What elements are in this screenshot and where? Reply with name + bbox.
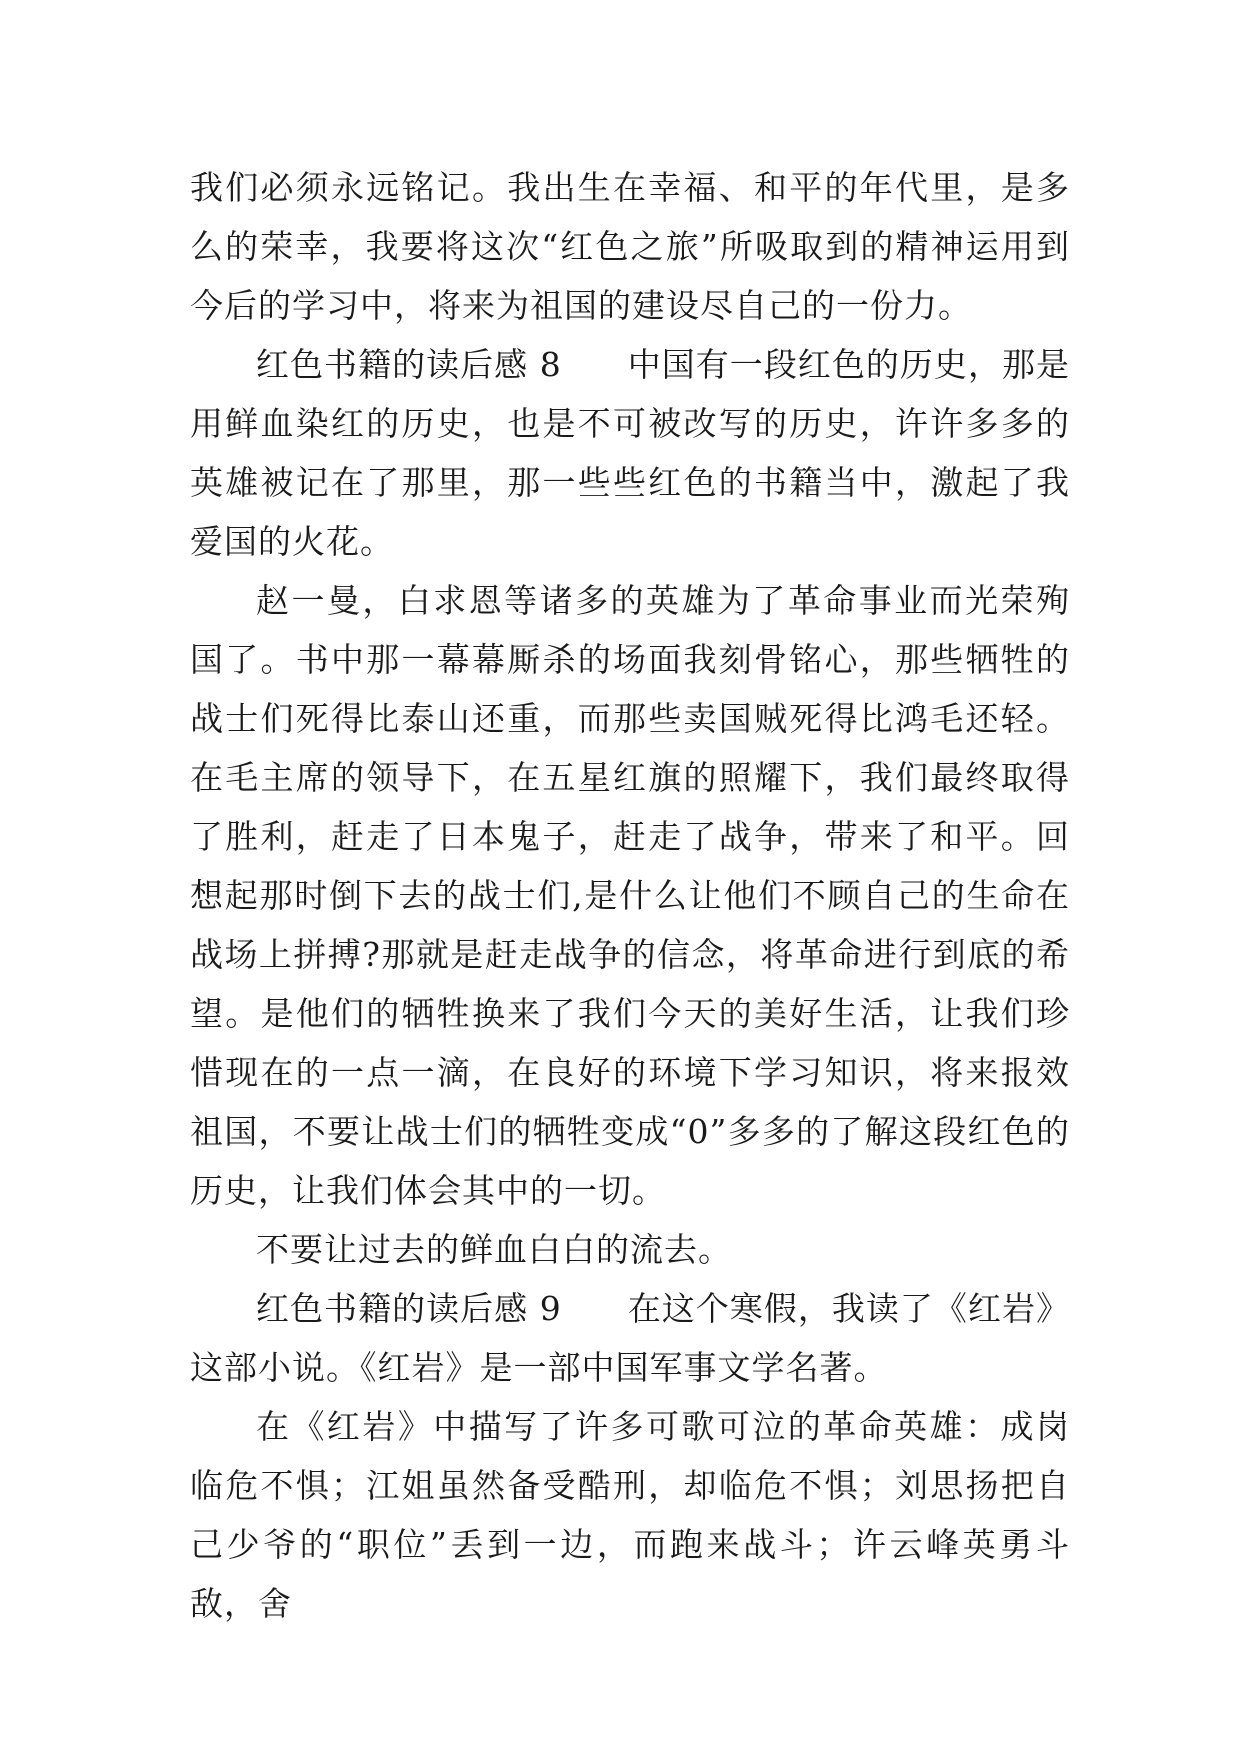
paragraph-6 (190, 1397, 1070, 1633)
section-heading-8: 红色书籍的读后感 8 (256, 345, 562, 384)
paragraph-3 (190, 571, 1070, 1220)
paragraph-4-text: 不要让过去的鲜血白白的流去。 (256, 1230, 732, 1269)
paragraph-5 (190, 1279, 1070, 1397)
paragraph-3-text: 赵一曼，白求恩等诸多的英雄为了革命事业而光荣殉国了。书中那一幕幕厮杀的场面我刻骨铭心，那些牺牲的战士们死得比泰山还重，而那些卖国贼死得比鸿毛还轻。在毛主席的领导下，在五星红旗的照耀下，我们最终取得了胜利，赶走了日本鬼子，赶走了战争，带来了和平。回想起那时倒下去的战士们,是什么让他们不顾自己的生命在战场上拼搏?那就是赶走战争的信念，将革命进行到底的希望。是他们的牺牲换来了我们今天的美好生活，让我们珍惜现在的一点一滴，在良好的环境下学习知识，将来报效祖国，不要让战士们的牺牲变成“0”多多的了解这段红色的历史，让我们体会其中的一切。 (190, 581, 1070, 1210)
paragraph-4 (190, 1220, 1070, 1279)
paragraph-2-text: 中国有一段红色的历史，那是用鲜血染红的历史，也是不可被改写的历史，许许多多的英雄被记在了那里，那一些些红色的书籍当中，激起了我爱国的火花。 (190, 345, 1070, 561)
paragraph-2 (190, 335, 1070, 571)
paragraph-5-text: 在这个寒假，我读了《红岩》这部小说。《红岩》是一部中国军事文学名著。 (190, 1289, 1070, 1387)
section-heading-9: 红色书籍的读后感 9 (256, 1289, 562, 1328)
document-body (190, 158, 1070, 1633)
paragraph-6-text: 在《红岩》中描写了许多可歌可泣的革命英雄：成岗临危不惧；江姐虽然备受酷刑，却临危不惧；刘思扬把自己少爷的“职位”丢到一边，而跑来战斗；许云峰英勇斗敌，舍 (190, 1407, 1070, 1623)
paragraph-1 (190, 158, 1070, 335)
paragraph-1-text: 我们必须永远铭记。我出生在幸福、和平的年代里，是多么的荣幸，我要将这次“红色之旅”所吸取到的精神运用到今后的学习中，将来为祖国的建设尽自己的一份力。 (190, 168, 1070, 325)
